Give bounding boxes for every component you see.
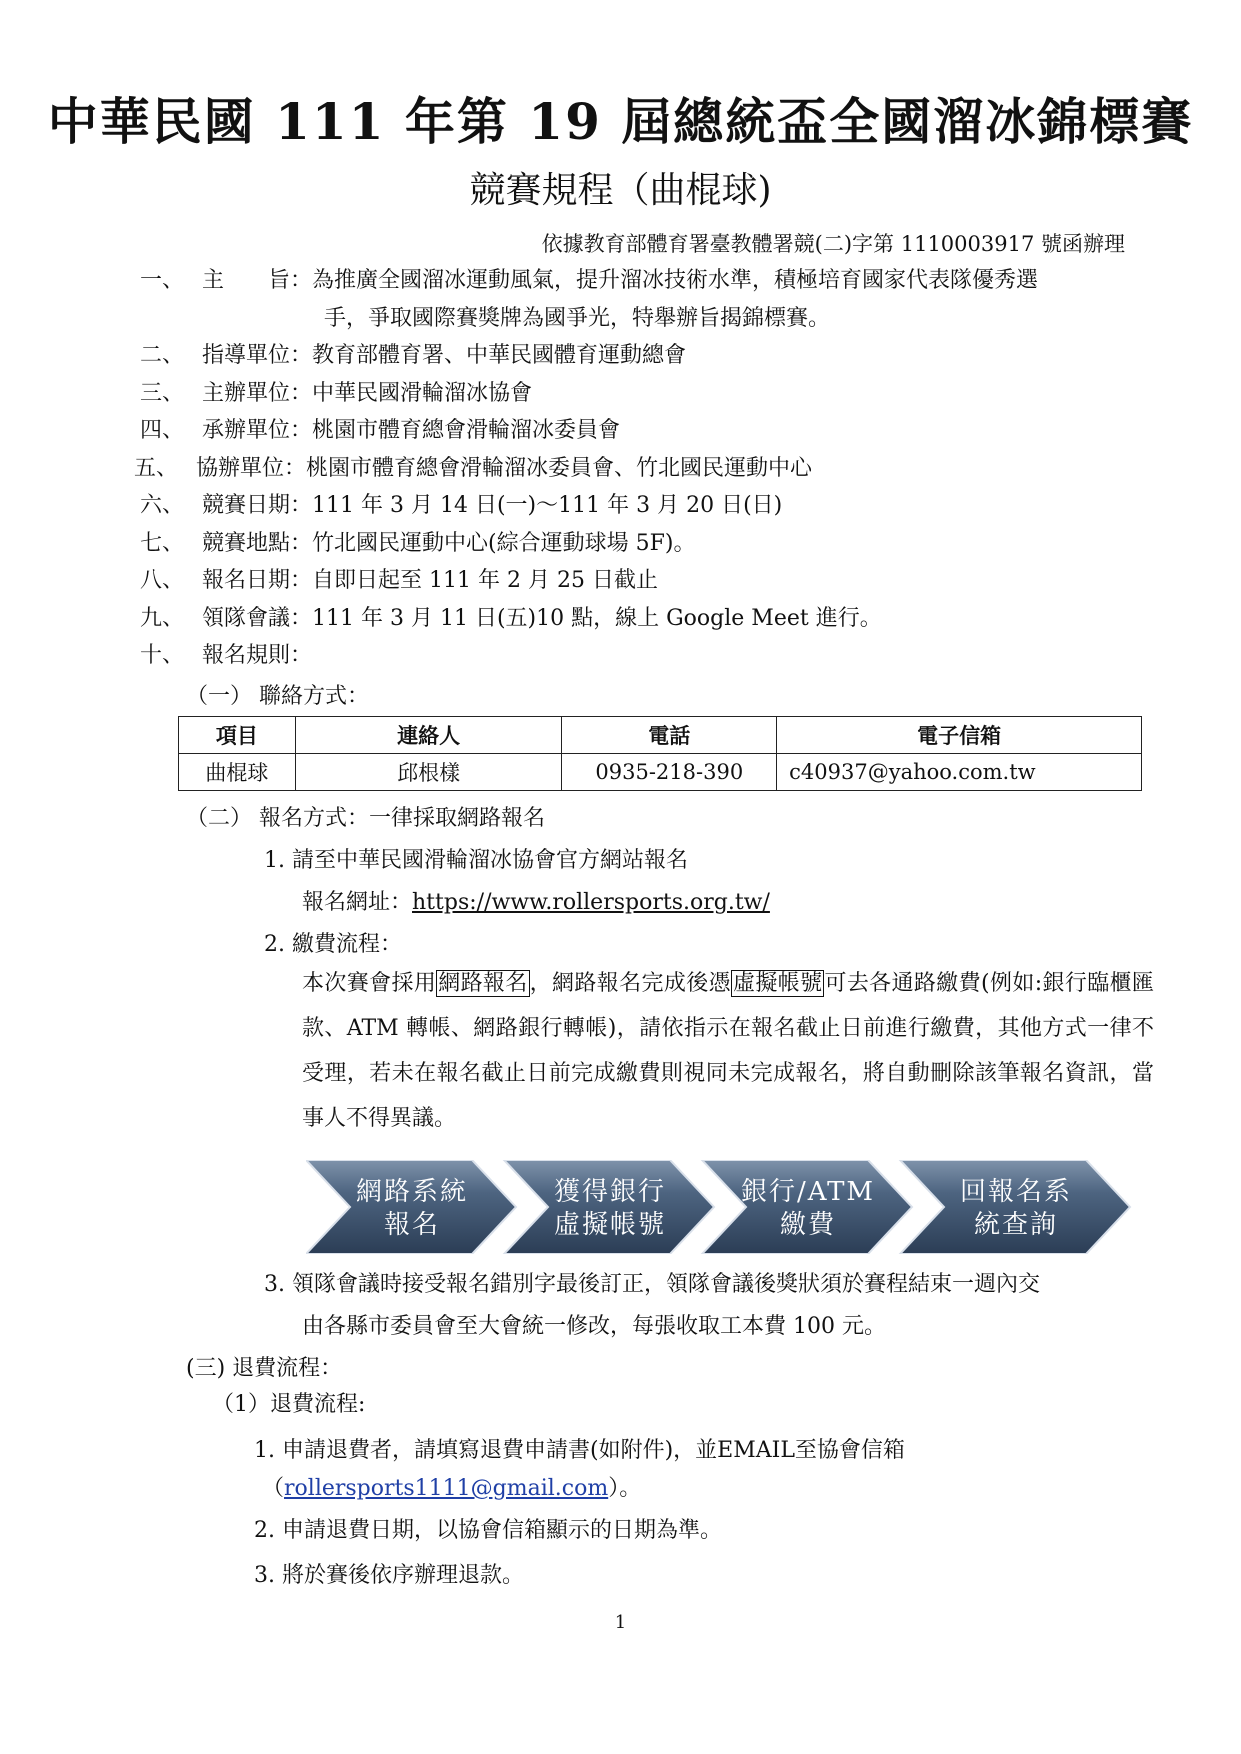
- section-supervisor: [140, 341, 686, 371]
- section-number: 四、: [140, 418, 185, 443]
- contact-table: [178, 716, 1142, 791]
- paragraph-text: 本次賽會採用: [302, 971, 437, 996]
- section-text: 桃園市體育總會滑輪溜冰委員會: [312, 418, 621, 443]
- flow-step-payment: [718, 1176, 898, 1242]
- section-registration-rules: [140, 641, 312, 671]
- section-label: 主辦單位：: [202, 381, 313, 406]
- column-header: 項目: [179, 717, 296, 754]
- section-number: 二、: [140, 343, 185, 368]
- section-text: 111 年 3 月 14 日(一)～111 年 3 月 20 日(日): [312, 493, 783, 518]
- registration-url-link[interactable]: https://www.rollersports.org.tw/: [412, 890, 770, 915]
- refund-item-1: 1. 申請退費者，請填寫退費申請書(如附件)，並EMAIL至協會信箱: [254, 1438, 905, 1463]
- refund-subheading: （1）退費流程:: [212, 1392, 366, 1417]
- section-label: 報名日期：: [202, 568, 313, 593]
- paren-open: （: [262, 1476, 285, 1501]
- section-label: 報名規則：: [202, 643, 313, 668]
- section-purpose-continued: 手，爭取國際賽獎牌為國爭光，特舉辦旨揭錦標賽。: [324, 306, 831, 331]
- document-title: 中華民國 111 年第 19 屆總統盃全國溜冰錦標賽: [47, 92, 1194, 151]
- table-row: [179, 754, 1142, 791]
- section-label: 領隊會議：: [202, 606, 313, 631]
- flow-step-line: 統查詢: [973, 1210, 1058, 1240]
- refund-item-2: 2. 申請退費日期，以協會信箱顯示的日期為準。: [254, 1518, 722, 1543]
- section-number: 六、: [140, 493, 185, 518]
- section-number: 九、: [140, 606, 185, 631]
- section-text: 竹北國民運動中心(綜合運動球場 5F)。: [312, 531, 696, 556]
- paragraph-text: ，網路報名完成後憑: [529, 971, 731, 996]
- table-cell-item: 曲棍球: [179, 754, 296, 791]
- item-3-continued: 由各縣市委員會至大會統一修改，每張收取工本費 100 元。: [302, 1314, 886, 1339]
- section-number: 五、: [134, 456, 179, 481]
- payment-paragraph: [302, 961, 1154, 1141]
- section-number: 三、: [140, 381, 185, 406]
- section-organizer: [140, 379, 532, 409]
- section-venue: [140, 529, 695, 559]
- section-number: 八、: [140, 568, 185, 593]
- refund-email-line: [262, 1474, 641, 1504]
- boxed-term-online-registration: 網路報名: [438, 971, 528, 996]
- paren-close: ）。: [608, 1476, 642, 1501]
- section-label: 指導單位：: [202, 343, 313, 368]
- url-label: 報名網址：: [302, 890, 413, 915]
- flow-step-line: 繳費: [779, 1210, 836, 1240]
- table-header-row: [179, 717, 1142, 754]
- flow-step-line: 獲得銀行: [553, 1177, 666, 1207]
- payment-flow-diagram: [306, 1160, 1132, 1254]
- section-leaders-meeting: [140, 604, 882, 634]
- method-heading: （二） 報名方式：一律採取網路報名: [186, 806, 545, 831]
- refund-item-3: 3. 將於賽後依序辦理退款。: [254, 1563, 524, 1588]
- section-label: 協辦單位：: [196, 456, 307, 481]
- flow-step-check-system: [926, 1176, 1106, 1242]
- section-label: 競賽日期：: [202, 493, 313, 518]
- column-header: 電子信箱: [777, 717, 1142, 754]
- section-label: 競賽地點：: [202, 531, 313, 556]
- section-dates: [140, 491, 782, 521]
- section-number: 十、: [140, 643, 185, 668]
- document-subtitle: 競賽規程（曲棍球): [469, 170, 772, 211]
- column-header: 連絡人: [295, 717, 562, 754]
- paragraph-text: 可去各通路繳費(例如:銀行臨櫃匯款、ATM 轉帳、網路銀行轉帳)，請依指示在報名截止日前進行繳費，其他方式一律不受理，若未在報名截止日前完成繳費則視同未完成報名，將自動刪除該筆報名資訊，當事人不得異議。: [302, 971, 1154, 1131]
- flow-step-line: 報名: [383, 1210, 440, 1240]
- section-purpose: [140, 266, 1038, 296]
- section-text: 為推廣全國溜冰運動風氣，提升溜冰技術水準，積極培育國家代表隊優秀選: [312, 268, 1039, 293]
- section-text: 自即日起至 111 年 2 月 25 日截止: [312, 568, 658, 593]
- refund-email-link[interactable]: rollersports1111@gmail.com: [284, 1476, 609, 1501]
- section-text: 111 年 3 月 11 日(五)10 點，線上 Google Meet 進行。: [312, 606, 882, 631]
- flow-step-line: 網路系統: [355, 1177, 468, 1207]
- table-cell-phone: 0935-218-390: [562, 754, 777, 791]
- flow-step-line: 虛擬帳號: [553, 1210, 666, 1240]
- section-label: 主 旨：: [202, 268, 313, 293]
- item-1: 1. 請至中華民國滑輪溜冰協會官方網站報名: [264, 848, 688, 873]
- item-3: 3. 領隊會議時接受報名錯別字最後訂正，領隊會議後獎狀須於賽程結束一週內交: [264, 1272, 1040, 1297]
- section-number: 七、: [140, 531, 185, 556]
- section-text: 桃園市體育總會滑輪溜冰委員會、竹北國民運動中心: [306, 456, 813, 481]
- section-number: 一、: [140, 268, 185, 293]
- column-header: 電話: [562, 717, 777, 754]
- legal-basis: 依據教育部體育署臺教體署競(二)字第 1110003917 號函辦理: [541, 232, 1125, 256]
- page-number: 1: [614, 1612, 627, 1633]
- section-label: 承辦單位：: [202, 418, 313, 443]
- section-text: 中華民國滑輪溜冰協會: [312, 381, 533, 406]
- refund-heading: (三) 退費流程：: [186, 1356, 343, 1381]
- table-cell-contact: 邱根樣: [295, 754, 562, 791]
- flow-step-virtual-account: [520, 1176, 700, 1242]
- section-co-organizer: [134, 454, 812, 484]
- flow-step-line: 回報名系: [959, 1177, 1072, 1207]
- section-text: 教育部體育署、中華民國體育運動總會: [312, 343, 687, 368]
- item-2: 2. 繳費流程：: [264, 932, 402, 957]
- flow-step-line: 銀行/ATM: [740, 1177, 876, 1207]
- section-registration-dates: [140, 566, 658, 596]
- contact-heading: （一） 聯絡方式：: [186, 684, 369, 709]
- boxed-term-virtual-account: 虛擬帳號: [732, 971, 823, 996]
- table-cell-email: c40937@yahoo.com.tw: [777, 754, 1142, 791]
- section-host: [140, 416, 620, 446]
- registration-url-line: [302, 888, 770, 918]
- flow-step-online-registration: [322, 1176, 502, 1242]
